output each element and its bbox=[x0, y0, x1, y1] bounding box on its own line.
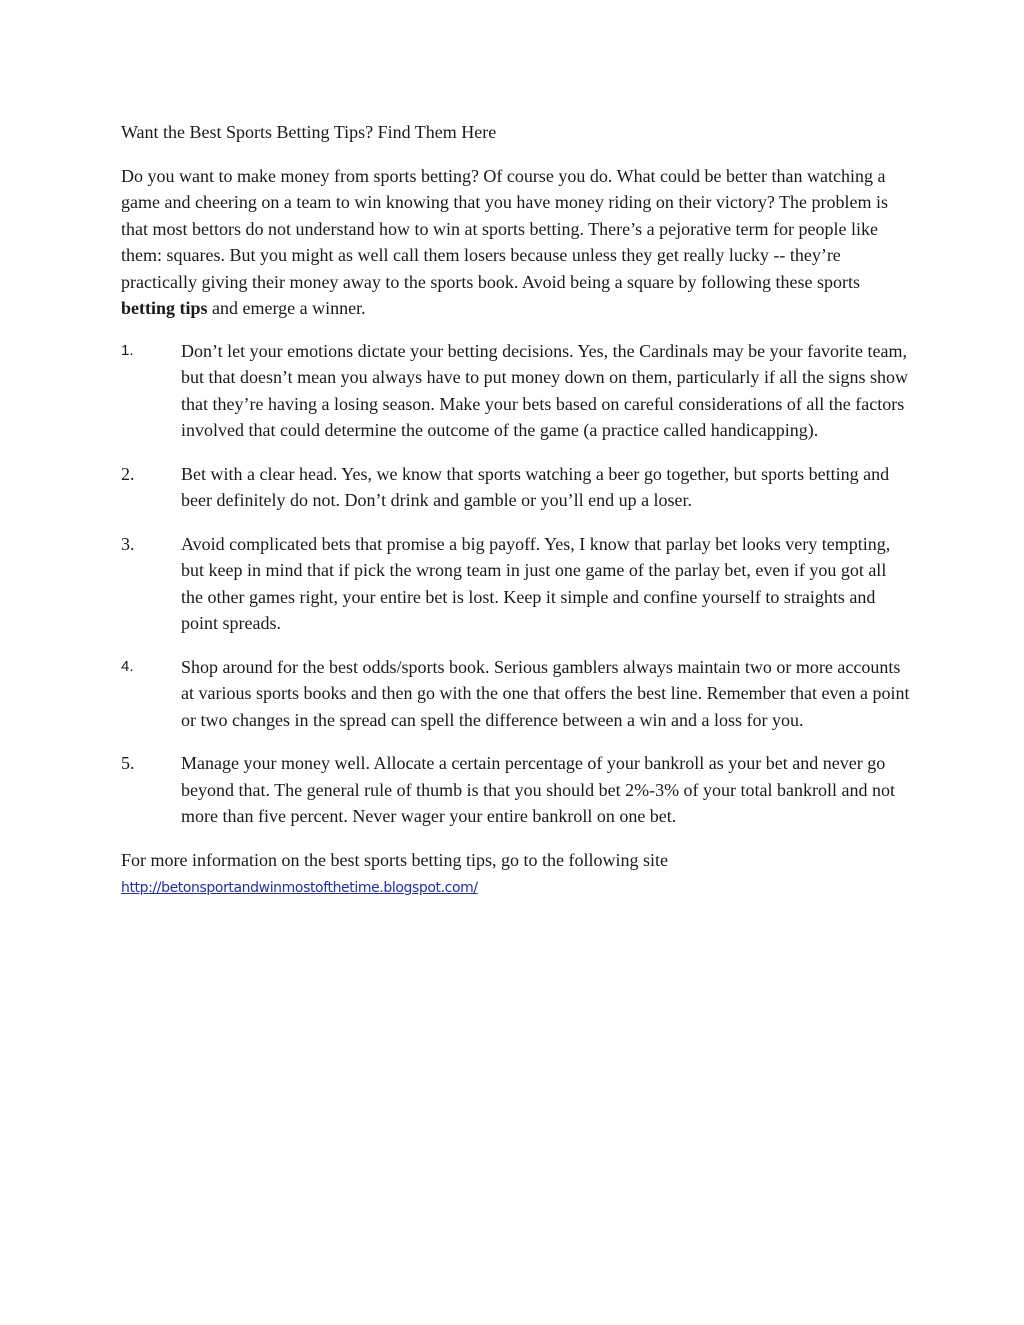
list-item bbox=[121, 338, 911, 444]
tips-list bbox=[121, 338, 911, 830]
blog-link[interactable]: http://betonsportandwinmostofthetime.blogspot.com/ bbox=[121, 880, 478, 896]
list-item-text: Don’t let your emotions dictate your betting decisions. Yes, the Cardinals may be your favorite team, but that doesn’t mean you always have to put money down on them, particularly if all the signs show that they’re having a losing season. Make your bets based on careful considerations of all the factors involved that could determine the outcome of the game (a practice called handicapping). bbox=[181, 340, 909, 440]
list-item-text: Avoid complicated bets that promise a big payoff. Yes, I know that parlay bet looks very tempting, but keep in mind that if pick the wrong team in just one game of the parlay bet, even if you got all the other games right, your entire bet is lost. Keep it simple and confine yourself to straights and point spreads. bbox=[181, 533, 891, 633]
outro-text: For more information on the best sports betting tips, go to the following site bbox=[121, 849, 668, 870]
intro-text: Do you want to make money from sports betting? Of course you do. What could be better than watching a game and cheering on a team to win knowing that you have money riding on their victory? The problem is that most bettors do not understand how to win at sports betting. There’s a pejorative term for people like them: squares. But you might as well call them losers because unless they get really lucky -- they’re practically giving their money away to the sports book. Avoid being a square by following these sports bbox=[121, 165, 888, 292]
list-item-text: Manage your money well. Allocate a certain percentage of your bankroll as your bet and never go beyond that. The general rule of thumb is that you should bet 2%-3% of your total bankroll and not more than five percent. Never wager your entire bankroll on one bet. bbox=[181, 753, 896, 826]
list-item-text: Bet with a clear head. Yes, we know that sports watching a beer go together, but sports betting and beer definitely do not. Don’t drink and gamble or you’ll end up a loser. bbox=[181, 463, 890, 510]
intro-text-end: and emerge a winner. bbox=[207, 298, 366, 318]
list-item-number: 4. bbox=[121, 657, 134, 675]
list-item-number: 2. bbox=[121, 463, 135, 484]
list-item bbox=[121, 750, 911, 830]
intro-paragraph bbox=[121, 163, 911, 322]
list-item bbox=[121, 461, 911, 514]
intro-bold-text: betting tips bbox=[121, 298, 208, 318]
list-item-number: 1. bbox=[121, 341, 134, 359]
list-item-text: Shop around for the best odds/sports book. Serious gamblers always maintain two or more accounts at various sports books and then go with the one that offers the best line. Remember that even a point or two changes in the spread can spell the difference between a win and a loss for you. bbox=[181, 656, 910, 730]
list-item bbox=[121, 531, 911, 637]
outro-paragraph bbox=[121, 847, 911, 900]
document-title: Want the Best Sports Betting Tips? Find Them Here bbox=[121, 122, 497, 142]
list-item-number: 3. bbox=[121, 533, 135, 554]
document-page bbox=[121, 119, 911, 900]
list-item-number: 5. bbox=[121, 753, 135, 773]
list-item bbox=[121, 654, 911, 734]
